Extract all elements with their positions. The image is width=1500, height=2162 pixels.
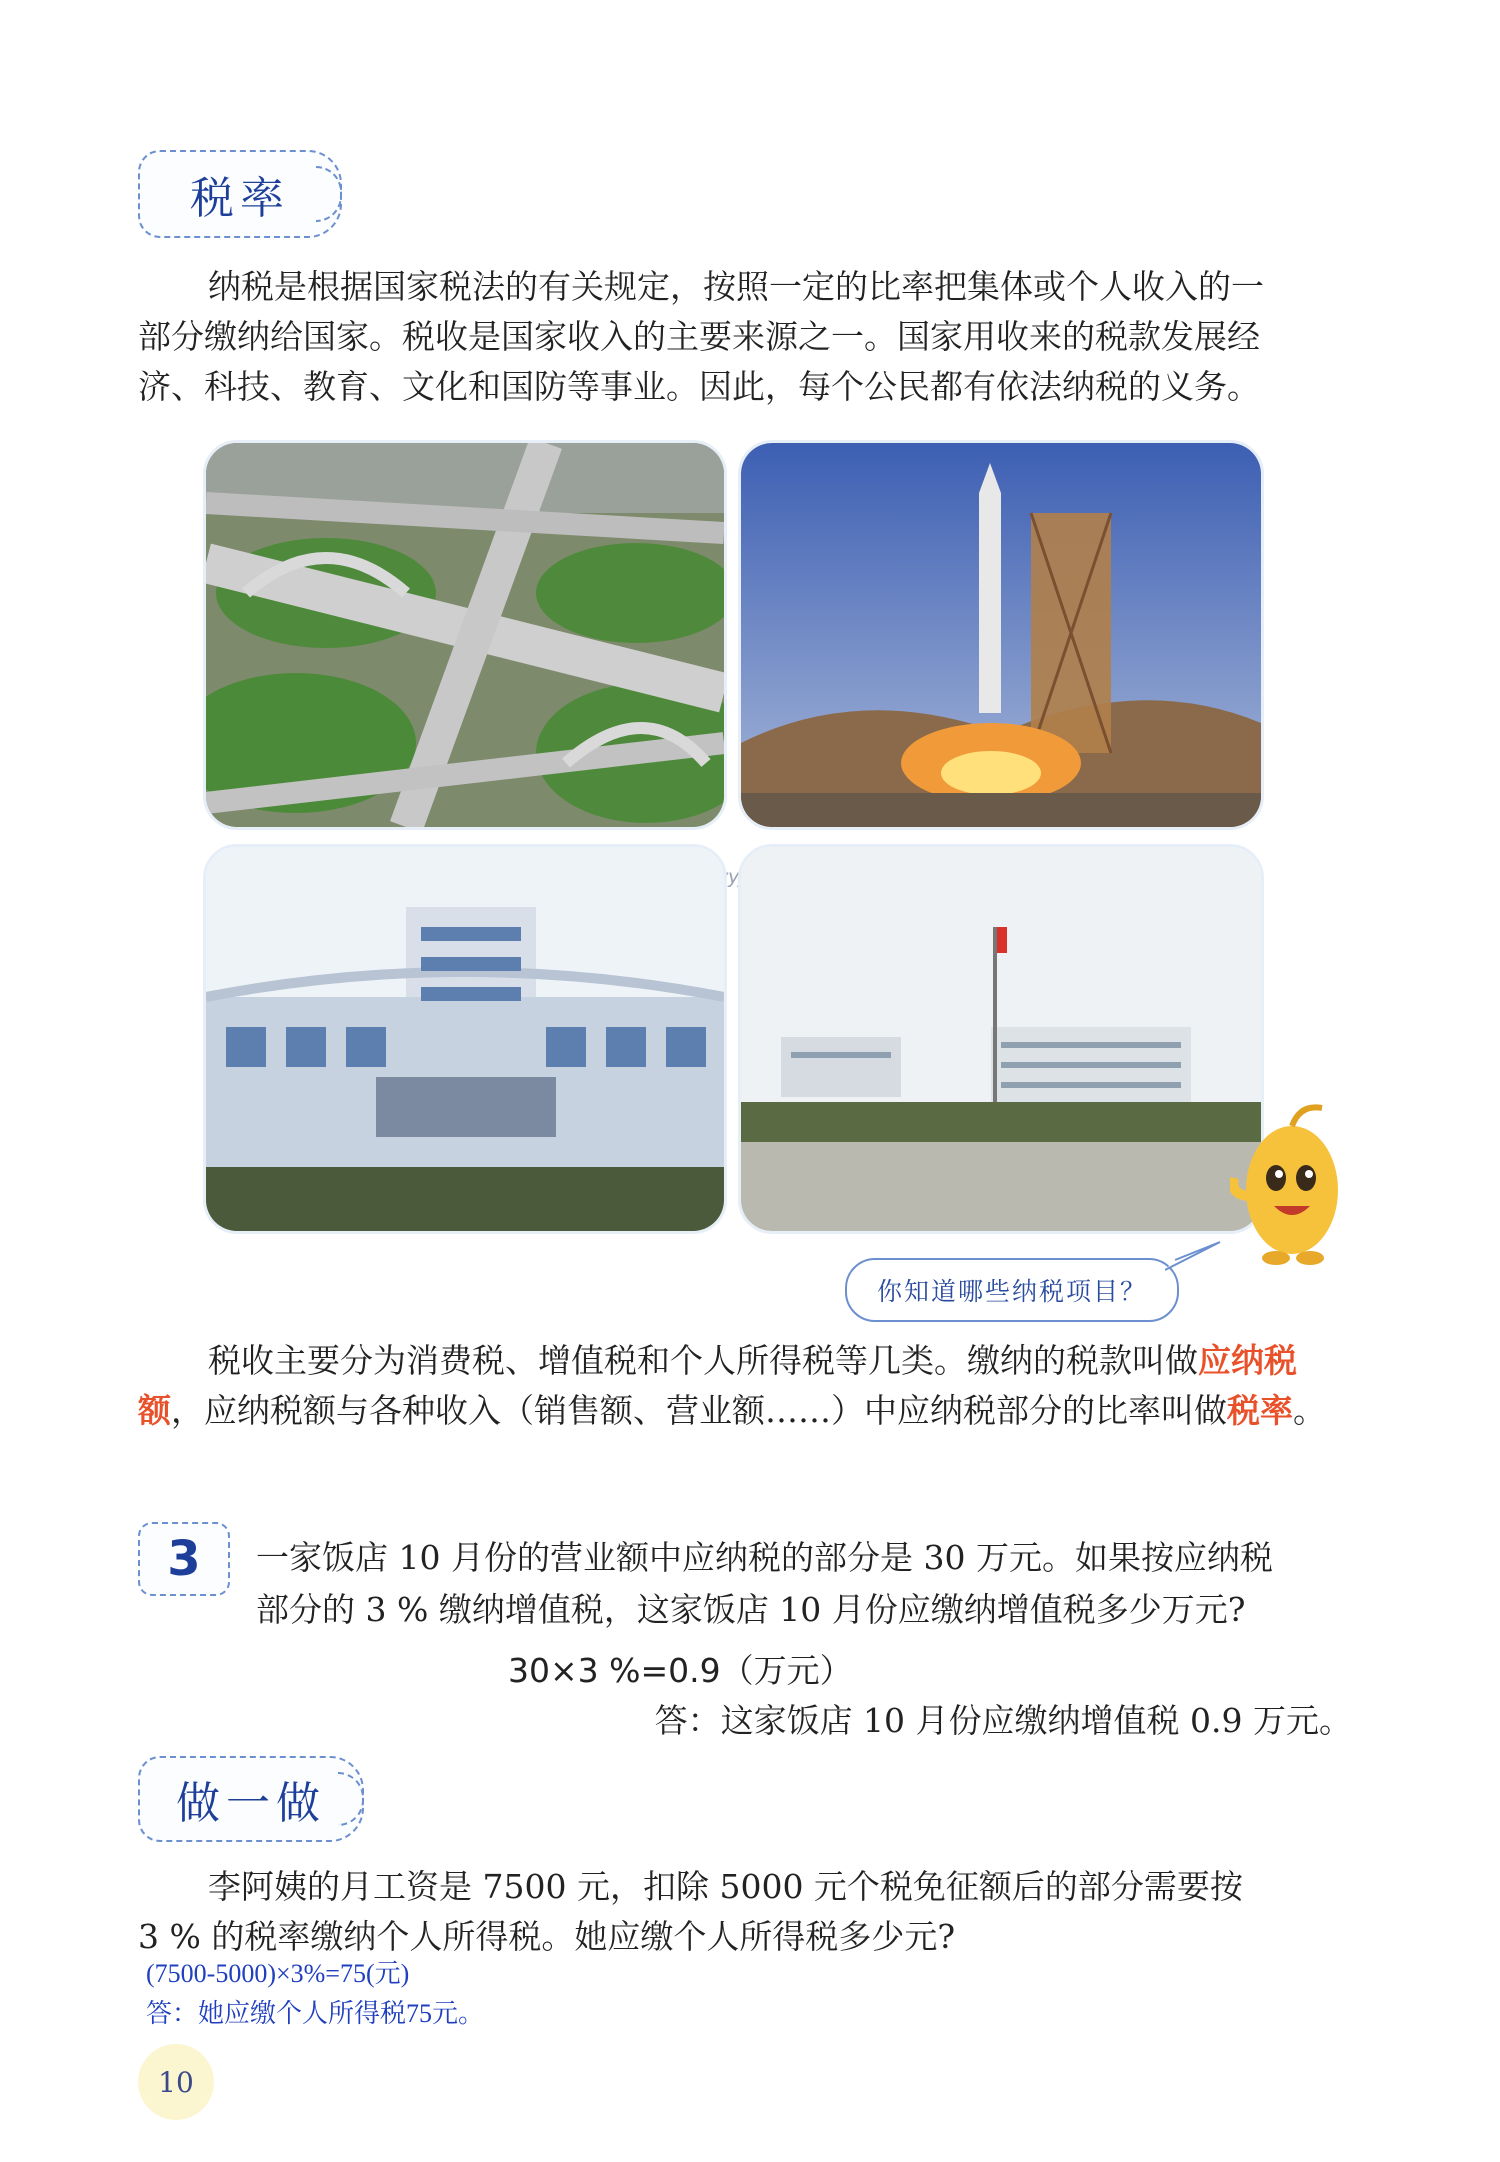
example-question	[256, 1532, 1356, 1636]
page-number	[138, 2044, 214, 2120]
exercise-paragraph	[138, 1862, 1348, 1962]
example-answer: 答：这家饭店 10 月份应缴纳增值税 0.9 万元。	[654, 1701, 1352, 1740]
term-tax-payable: 应纳税额	[138, 1341, 1297, 1430]
section-title-tax-rate	[138, 150, 342, 238]
section2-title-text: 做一做	[176, 1778, 326, 1829]
speech-bubble	[845, 1258, 1179, 1322]
intro-paragraph	[138, 262, 1348, 412]
example-line-2: 部分的 3 % 缴纳增值税，这家饭店 10 月份应缴纳增值税多少万元?	[256, 1590, 1246, 1629]
definition-text-2: ，应纳税额与各种收入（销售额、营业额……）中应纳税部分的比率叫做	[171, 1391, 1227, 1430]
handwritten-answer: 答：她应缴个人所得税75元。	[146, 1999, 485, 2028]
example-formula: 30×3 %=0.9（万元）	[508, 1651, 853, 1690]
hospital-building-photo	[203, 844, 727, 1234]
handwritten-formula: (7500-5000)×3%=75(元)	[146, 1959, 410, 1988]
speech-bubble-tail-icon	[1165, 1240, 1225, 1280]
example-number: 3	[167, 1531, 201, 1587]
page-number-text: 10	[158, 2065, 194, 2099]
exercise-line-1: 李阿姨的月工资是 7500 元，扣除 5000 元个税免征额后的部分需要按	[208, 1867, 1243, 1906]
exercise-line-2: 3 % 的税率缴纳个人所得税。她应缴个人所得税多少元?	[138, 1917, 956, 1956]
term-tax-rate: 税率	[1227, 1391, 1293, 1430]
speech-bubble-text: 你知道哪些纳税项目？	[876, 1277, 1147, 1306]
example-line-1: 一家饭店 10 月份的营业额中应纳税的部分是 30 万元。如果按应纳税	[256, 1538, 1273, 1577]
intro-line-2: 部分缴纳给国家。税收是国家收入的主要来源之一。国家用收来的税款发展经	[138, 317, 1260, 356]
section-title-text: 税率	[190, 173, 290, 224]
intro-line-3: 济、科技、教育、文化和国防等事业。因此，每个公民都有依法纳税的义务。	[138, 367, 1260, 406]
rocket-launch-photo	[738, 440, 1264, 830]
highway-interchange-photo	[203, 440, 727, 830]
definition-paragraph	[138, 1336, 1348, 1436]
mascot-character-icon	[1230, 1098, 1348, 1268]
school-flagpole-photo	[738, 844, 1264, 1234]
section-title-try-it	[138, 1756, 364, 1842]
example-number-badge	[138, 1522, 230, 1596]
definition-text-3: 。	[1293, 1391, 1326, 1430]
definition-text-1: 税收主要分为消费税、增值税和个人所得税等几类。缴纳的税款叫做	[208, 1341, 1198, 1380]
intro-line-1: 纳税是根据国家税法的有关规定，按照一定的比率把集体或个人收入的一	[208, 267, 1264, 306]
